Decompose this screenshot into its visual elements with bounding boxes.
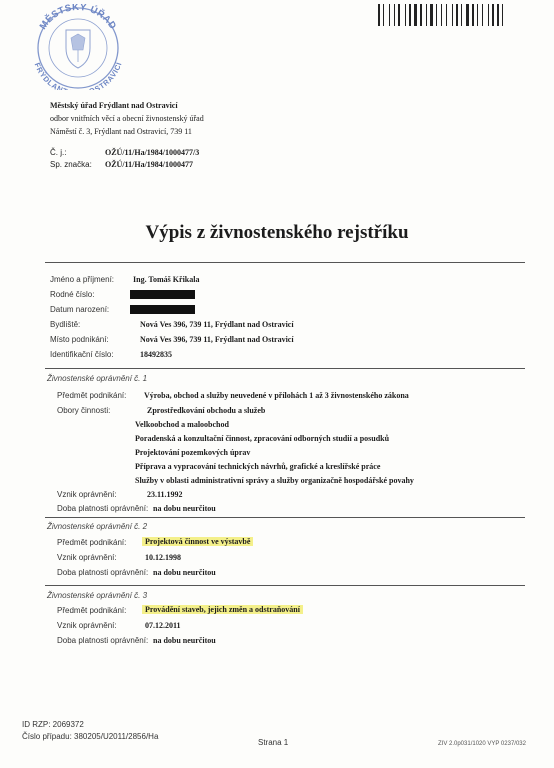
- field-item: Poradenská a konzultační činnost, zpracování odborných studií a posudků: [135, 434, 390, 443]
- subject-value-highlighted: Provádění staveb, jejich změn a odstraňování: [142, 605, 303, 614]
- ref-row: [50, 159, 199, 171]
- barcode-bar: [414, 4, 417, 26]
- barcode-bar: [497, 4, 499, 26]
- official-stamp: [28, 4, 128, 90]
- barcode-bar: [475, 4, 476, 26]
- barcode-bar: [461, 4, 462, 26]
- start-label: Vznik oprávnění:: [57, 621, 117, 630]
- barcode-bar: [436, 4, 437, 26]
- coat-of-arms-icon: [66, 30, 90, 68]
- subject-label: Předmět podnikání:: [57, 538, 127, 547]
- barcode-bar: [484, 4, 487, 26]
- business-place-value: Nová Ves 396, 739 11, Frýdlant nad Ostravicí: [140, 335, 294, 344]
- field-item: Projektování pozemkových úprav: [135, 448, 251, 457]
- birth-date-label: Datum narození:: [50, 305, 110, 314]
- barcode-bar: [502, 4, 503, 26]
- barcode-bar: [407, 4, 408, 26]
- subject-label: Předmět podnikání:: [57, 391, 127, 400]
- residence-label: Bydliště:: [50, 320, 81, 329]
- document-title: Výpis z živnostenského rejstříku: [145, 222, 409, 243]
- svg-text:FRÝDLANT NAD OSTRAVICÍ: [33, 61, 124, 90]
- field-item: Velkoobchod a maloobchod: [135, 420, 229, 429]
- barcode-bar: [409, 4, 411, 26]
- barcode-bar: [394, 4, 395, 26]
- barcode-bar: [385, 4, 388, 26]
- barcode-bar: [477, 4, 478, 26]
- barcode-bar: [405, 4, 406, 26]
- barcode-bar: [391, 4, 393, 26]
- validity-label: Doba platnosti oprávnění:: [57, 636, 149, 645]
- barcode-bar: [479, 4, 481, 26]
- ref-value: OŽÚ/11/Ha/1984/1000477/3: [105, 148, 200, 157]
- barcode-bar: [430, 4, 433, 26]
- field-item: Zprostředkování obchodu a služeb: [147, 406, 266, 415]
- divider: [45, 517, 525, 518]
- svg-text:MĚSTSKÝ ÚŘAD: [38, 4, 119, 32]
- barcode-bar: [452, 4, 453, 26]
- stamp-top-text: MĚSTSKÝ ÚŘAD: [37, 4, 119, 32]
- barcode-bar: [438, 4, 440, 26]
- field-item: Služby v oblasti administrativní správy a služby organizačně hospodářské povahy: [135, 476, 414, 485]
- name-value: Ing. Tomáš Křikala: [133, 275, 200, 284]
- issuing-office: [50, 99, 204, 138]
- redacted-birth-number: [130, 290, 195, 299]
- barcode-bar: [401, 4, 404, 26]
- case-number: Číslo případu: 380205/U2011/2856/Ha: [22, 732, 159, 741]
- licence-heading: Živnostenské oprávnění č. 1: [47, 374, 148, 383]
- barcode-bar: [492, 4, 494, 26]
- id-rzp: ID RZP: 2069372: [22, 720, 84, 729]
- barcode-bar: [389, 4, 390, 26]
- ref-value: OŽÚ/11/Ha/1984/1000477: [105, 160, 194, 169]
- barcode-bar: [470, 4, 471, 26]
- id-number-label: Identifikační číslo:: [50, 350, 114, 359]
- barcode-bar: [383, 4, 384, 26]
- start-value: 23.11.1992: [147, 490, 183, 499]
- barcode-bar: [412, 4, 413, 26]
- start-label: Vznik oprávnění:: [57, 553, 117, 562]
- subject-label: Předmět podnikání:: [57, 606, 127, 615]
- field-item: Příprava a vypracování technických návrhů, grafické a kreslířské práce: [135, 462, 381, 471]
- residence-value: Nová Ves 396, 739 11, Frýdlant nad Ostravicí: [140, 320, 294, 329]
- divider: [45, 262, 525, 263]
- subject-value: Výroba, obchod a služby neuvedené v přílohách 1 až 3 živnostenského zákona: [144, 391, 409, 400]
- name-label: Jméno a příjmení:: [50, 275, 115, 284]
- barcode-bar: [443, 4, 445, 26]
- barcode-bar: [459, 4, 460, 26]
- id-number-value: 18492835: [140, 350, 172, 359]
- barcode-bar: [398, 4, 400, 26]
- barcode-bar: [482, 4, 483, 26]
- barcode-bar: [428, 4, 429, 26]
- validity-value: na dobu neurčitou: [153, 504, 216, 513]
- redacted-birth-date: [130, 305, 195, 314]
- barcode-bar: [448, 4, 451, 26]
- barcode-bar: [488, 4, 489, 26]
- barcode-bar: [504, 4, 507, 26]
- barcode-bar: [490, 4, 491, 26]
- validity-label: Doba platnosti oprávnění:: [57, 504, 149, 513]
- validity-value: na dobu neurčitou: [153, 568, 216, 577]
- barcode-bar: [466, 4, 469, 26]
- licence-heading: Živnostenské oprávnění č. 2: [47, 522, 148, 531]
- barcode-bar: [420, 4, 422, 26]
- ref-row: [50, 147, 199, 159]
- page-number: Strana 1: [258, 738, 289, 747]
- barcode: [378, 4, 544, 26]
- validity-value: na dobu neurčitou: [153, 636, 216, 645]
- business-place-label: Místo podnikání:: [50, 335, 109, 344]
- barcode-bar: [441, 4, 442, 26]
- barcode-bar: [500, 4, 501, 26]
- office-address: Náměstí č. 3, Frýdlant nad Ostravicí, 739 11: [50, 127, 192, 136]
- ref-label: Č. j.:: [50, 148, 67, 157]
- barcode-bar: [456, 4, 458, 26]
- divider: [45, 585, 525, 586]
- form-code: ZIV 2.0p031/1020 VYP 0237/032: [438, 741, 526, 747]
- barcode-bar: [378, 4, 380, 26]
- barcode-bar: [423, 4, 425, 26]
- footer-left: [22, 719, 158, 743]
- start-value: 07.12.2011: [145, 621, 181, 630]
- licence-heading: Živnostenské oprávnění č. 3: [47, 591, 148, 600]
- fields-label: Obory činnosti:: [57, 406, 111, 415]
- stamp-bottom-text: FRÝDLAN STRAVICÍ: [32, 61, 124, 90]
- office-name: Městský úřad Frýdlant nad Ostravicí: [50, 101, 178, 110]
- start-label: Vznik oprávnění:: [57, 490, 117, 499]
- divider: [45, 368, 525, 369]
- barcode-bar: [381, 4, 382, 26]
- ref-label: Sp. značka:: [50, 160, 92, 169]
- office-department: odbor vnitřních věcí a obecní živnostenský úřad: [50, 114, 204, 123]
- barcode-bar: [454, 4, 455, 26]
- subject-value-highlighted: Projektová činnost ve výstavbě: [142, 537, 253, 546]
- birth-number-label: Rodné číslo:: [50, 290, 95, 299]
- barcode-bar: [446, 4, 447, 26]
- barcode-bar: [426, 4, 427, 26]
- barcode-bar: [463, 4, 465, 26]
- barcode-bar: [396, 4, 397, 26]
- barcode-bar: [472, 4, 474, 26]
- barcode-bar: [495, 4, 496, 26]
- reference-block: [50, 147, 199, 171]
- validity-label: Doba platnosti oprávnění:: [57, 568, 149, 577]
- barcode-bar: [418, 4, 419, 26]
- barcode-bar: [434, 4, 435, 26]
- start-value: 10.12.1998: [145, 553, 181, 562]
